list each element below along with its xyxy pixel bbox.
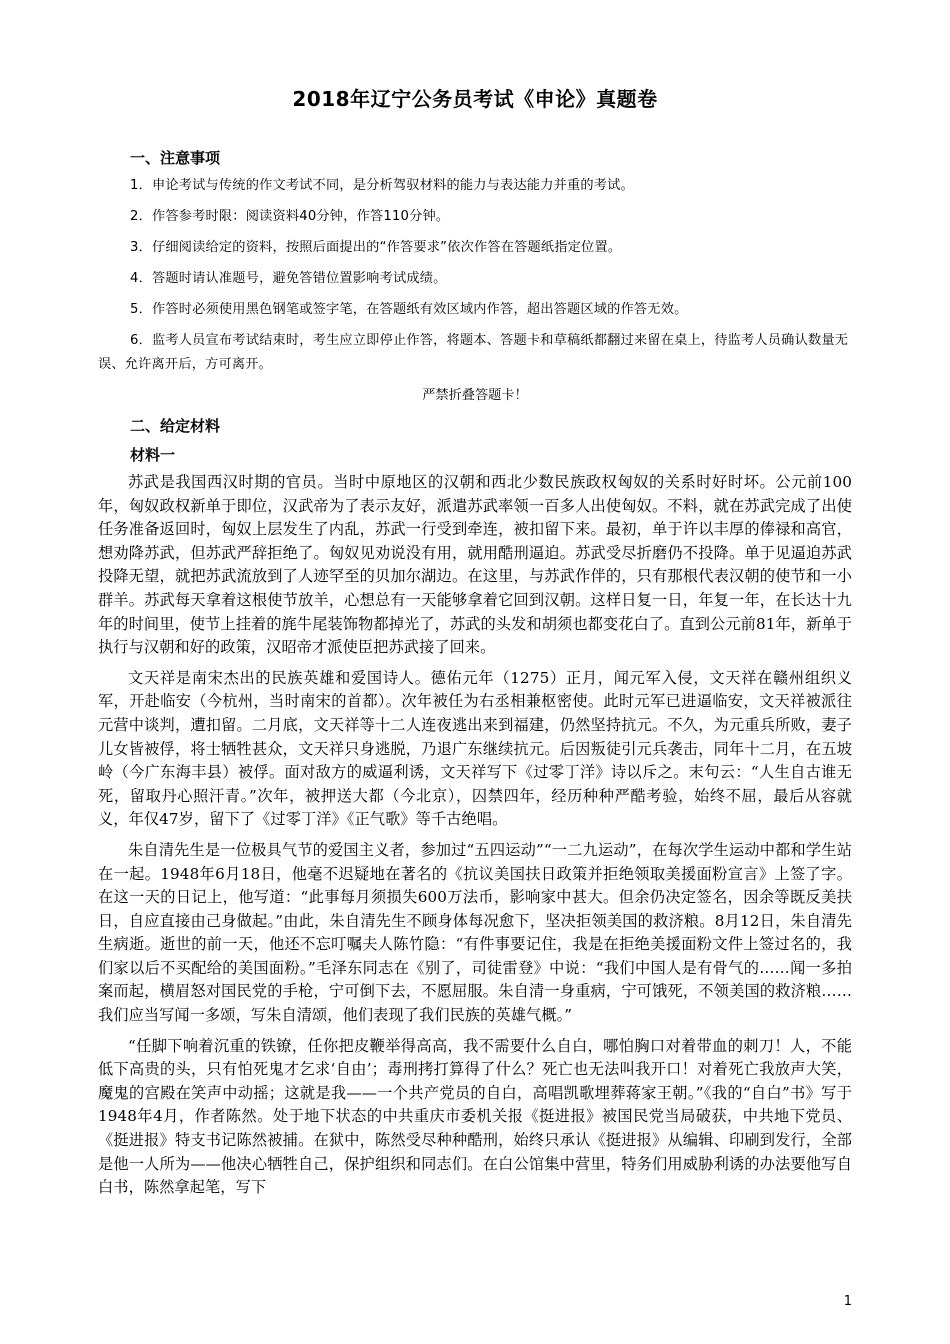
page-number: 1 (843, 1294, 852, 1309)
rule-item-5: 5．作答时必须使用黑色钢笔或签字笔，在答题纸有效区域内作答，超出答题区域的作答无效。 (130, 302, 688, 317)
material-paragraph: “任脚下响着沉重的铁镣，任你把皮鞭举得高高，我不需要什么自白，哪怕胸口对着带血的刺刀！人，不能低下高贵的头，只有怕死鬼才乞求‘自由’；毒刑拷打算得了什么？死亡也无法叫我开口！对着死亡我放声大笑，魔鬼的宫殿在笑声中动摇；这就是我——一个共产党员的自白，高唱凯歌埋葬蒋家王朝。”《我的“自白”书》写于1948年4月，作者陈然。处于地下状态的中共重庆市委机关报《挺进报》被国民党当局破获，中共地下党员、《挺进报》特支书记陈然被捕。在狱中，陈然受尽种种酷刑，始终只承认《挺进报》从编辑、印刷到发行，全部是他一人所为——他决心牺牲自己，保护组织和同志们。在白公馆集中营里，特务们用威胁利诱的办法要他写自白书，陈然拿起笔，写下 (98, 1036, 852, 1197)
material-paragraph: 朱自清先生是一位极具气节的爱国主义者，参加过“五四运动”“一二九运动”，在每次学生运动中都和学生站在一起。1948年6月18日，他毫不迟疑地在著名的《抗议美国扶日政策并拒绝领取美援面粉宣言》上签了字。在这一天的日记上，他写道：“此事每月须损失600万法币，影响家中甚大。但余仍决定签名，因余等既反美扶日，自应直接由己身做起。”由此，朱自清先生不顾身体每况愈下，坚决拒领美国的救济粮。8月12日，朱自清先生病逝。逝世的前一天，他还不忘叮嘱夫人陈竹隐：“有件事要记住，我是在拒绝美援面粉文件上签过名的，我们家以后不买配给的美国面粉。”毛泽东同志在《别了，司徒雷登》中说：“我们中国人是有骨气的……闻一多拍案而起，横眉怒对国民党的手枪，宁可倒下去，不愿屈服。朱自清一身重病，宁可饿死，不领美国的救济粮……我们应当写闻一多颂，写朱自清颂，他们表现了我们民族的英雄气概。” (98, 840, 852, 1025)
document-title: 2018年辽宁公务员考试《申论》真题卷 (292, 87, 658, 111)
material-paragraph: 苏武是我国西汉时期的官员。当时中原地区的汉朝和西北少数民族政权匈奴的关系时好时坏。公元前100年，匈奴政权新单于即位，汉武帝为了表示友好，派遣苏武率领一百多人出使匈奴。不料，就在苏武完成了出使任务准备返回时，匈奴上层发生了内乱，苏武一行受到牵连，被扣留下来。最初，单于许以丰厚的俸禄和高官，想劝降苏武，但苏武严辞拒绝了。匈奴见劝说没有用，就用酷刑逼迫。苏武受尽折磨仍不投降。单于见逼迫苏武投降无望，就把苏武流放到了人迹罕至的贝加尔湖边。在这里，与苏武作伴的，只有那根代表汉朝的使节和一小群羊。苏武每天拿着这根使节放羊，心想总有一天能够拿着它回到汉朝。这样日复一日，年复一年，在长达十九年的时间里，使节上挂着的旄牛尾装饰物都掉光了，苏武的头发和胡须也都变花白了。直到公元前81年，新单于执行与汉朝和好的政策，汉昭帝才派使臣把苏武接了回来。 (98, 473, 852, 657)
section-heading-materials: 二、给定材料 (130, 417, 221, 435)
material-paragraph: 文天祥是南宋杰出的民族英雄和爱国诗人。德佑元年（1275）正月，闻元军入侵，文天祥在赣州组织义军，开赴临安（今杭州，当时南宋的首都）。次年被任为右丞相兼枢密使。此时元军已进逼临安，文天祥被派往元营中谈判，遭扣留。二月底，文天祥等十二人连夜逃出来到福建，仍然坚持抗元。不久，为元重兵所败，妻子儿女皆被俘，将士牺牲甚众，文天祥只身逃脱，乃退广东继续抗元。后因叛徒引元兵袭击，同年十二月，在五坡岭（今广东海丰县）被俘。面对敌方的威逼利诱，文天祥写下《过零丁洋》诗以斥之。末句云：“人生自古谁无死，留取丹心照汗青。”次年，被押送大都（今北京），囚禁四年，经历种种严酷考验，始终不屈，最后从容就义，年仅47岁，留下了《过零丁洋》《正气歌》等千古绝唱。 (98, 668, 852, 829)
rule-item-6: 6．监考人员宣布考试结束时，考生应立即停止作答，将题本、答题卡和草稿纸都翻过来留在桌上，待监考人员确认数量无误、允许离开后，方可离开。 (98, 333, 849, 372)
warning-note: 严禁折叠答题卡！ (422, 388, 528, 403)
section-heading-notes: 一、注意事项 (130, 149, 221, 167)
rule-item-3: 3．仔细阅读给定的资料，按照后面提出的“作答要求”依次作答在答题纸指定位置。 (130, 240, 622, 255)
rule-item-1: 1．申论考试与传统的作文考试不同，是分析驾驭材料的能力与表达能力并重的考试。 (130, 178, 634, 193)
document-body (98, 148, 852, 1207)
material-heading: 材料一 (130, 446, 176, 464)
rule-item-2: 2．作答参考时限：阅读资料40分钟，作答110分钟。 (130, 209, 450, 224)
rule-item-4: 4．答题时请认准题号，避免答错位置影响考试成绩。 (130, 271, 447, 286)
